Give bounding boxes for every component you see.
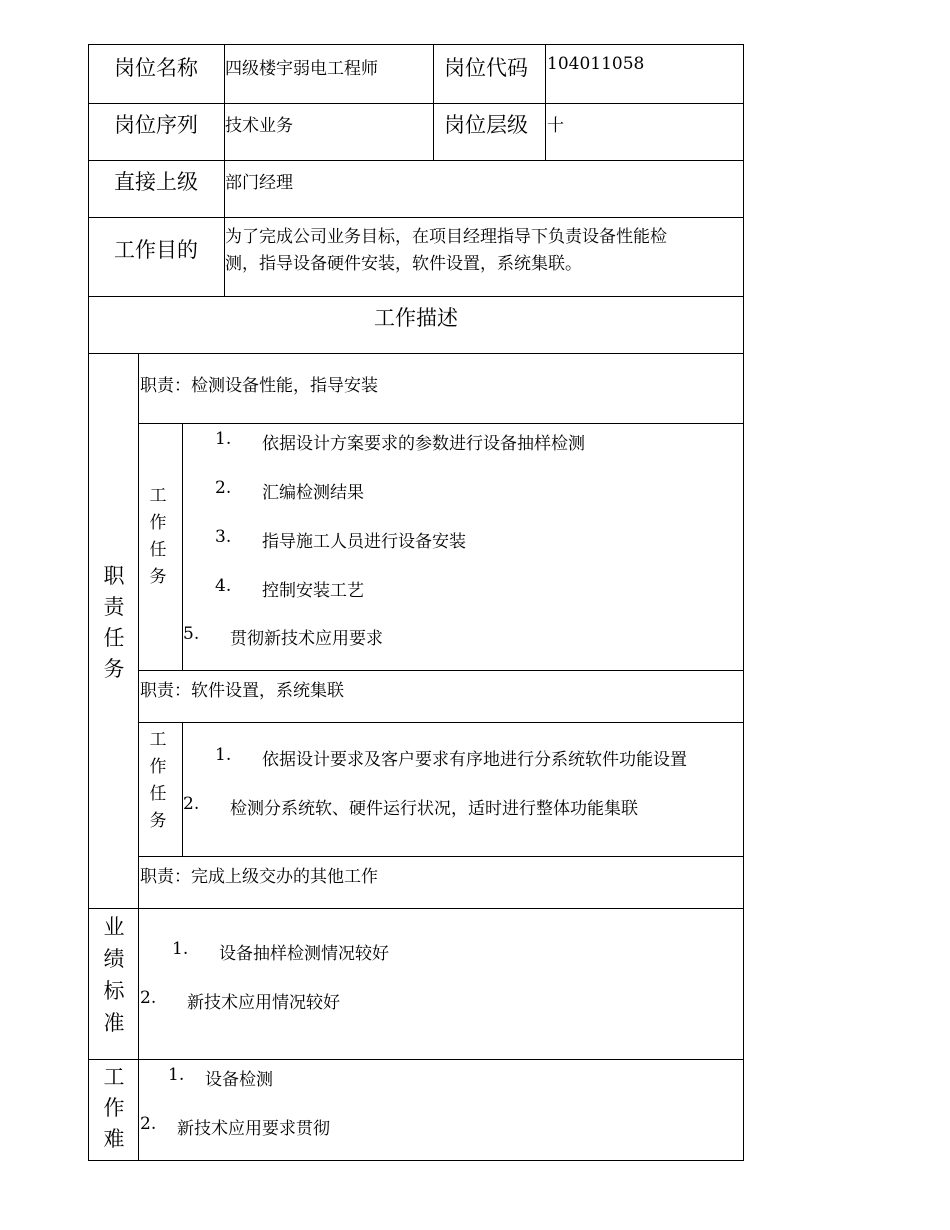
row-divider	[88, 296, 744, 297]
purpose-label: 工作目的	[114, 238, 198, 262]
job-level-label: 岗位层级	[444, 113, 528, 137]
row-divider	[88, 353, 744, 354]
duties-section-label: 职 责 任 务	[103, 564, 125, 681]
duty-1-task-2: 汇编检测结果	[262, 483, 364, 503]
duty-3-title: 职责：完成上级交办的其他工作	[140, 867, 378, 887]
job-name-label: 岗位名称	[114, 56, 198, 80]
duty-2-task-2: 检测分系统软、硬件运行状况，适时进行整体功能集联	[230, 799, 638, 819]
row-divider	[88, 160, 744, 161]
col-divider	[138, 353, 139, 1161]
job-code-value: 104011058	[547, 54, 645, 74]
row-divider	[138, 670, 744, 671]
job-name-value: 四级楼宇弱电工程师	[225, 59, 378, 79]
duty-2-task-1: 依据设计要求及客户要求有序地进行分系统软件功能设置	[262, 750, 687, 770]
difficulty-item-1-num: 1.	[168, 1065, 185, 1085]
job-code-label: 岗位代码	[444, 56, 528, 80]
duty-1-task-label: 工 作 任 务	[149, 486, 167, 587]
duty-1-title: 职责：检测设备性能，指导安装	[140, 376, 378, 396]
superior-label: 直接上级	[114, 170, 198, 194]
row-divider	[138, 722, 744, 723]
row-divider	[88, 217, 744, 218]
col-divider	[545, 44, 546, 161]
duty-2-task-2-num: 2.	[183, 794, 200, 814]
purpose-line-1: 为了完成公司业务目标，在项目经理指导下负责设备性能检	[225, 227, 667, 247]
duty-2-title: 职责：软件设置，系统集联	[140, 681, 344, 701]
difficulty-item-2: 新技术应用要求贯彻	[177, 1119, 330, 1139]
purpose-line-2: 测，指导设备硬件安装，软件设置，系统集联。	[225, 254, 582, 274]
row-divider	[138, 423, 744, 424]
superior-value: 部门经理	[225, 173, 293, 193]
duty-2-task-1-num: 1.	[215, 745, 232, 765]
performance-item-2: 新技术应用情况较好	[187, 993, 340, 1013]
performance-item-1-num: 1.	[172, 939, 189, 959]
difficulty-item-1: 设备检测	[205, 1070, 273, 1090]
duty-1-task-3-num: 3.	[215, 527, 232, 547]
row-divider	[138, 856, 744, 857]
performance-item-1: 设备抽样检测情况较好	[219, 944, 389, 964]
duty-1-task-3: 指导施工人员进行设备安装	[262, 532, 466, 552]
performance-item-2-num: 2.	[140, 988, 157, 1008]
duty-1-task-4: 控制安装工艺	[262, 581, 364, 601]
duty-1-task-1-num: 1.	[215, 429, 232, 449]
difficulty-item-2-num: 2.	[140, 1114, 157, 1134]
description-title: 工作描述	[374, 306, 458, 330]
duty-1-task-1: 依据设计方案要求的参数进行设备抽样检测	[262, 434, 585, 454]
row-divider	[88, 103, 744, 104]
difficulty-section-label: 工 作 难	[103, 1065, 125, 1151]
performance-section-label: 业 绩 标 准	[103, 915, 125, 1035]
col-divider	[182, 722, 183, 857]
duty-1-task-5-num: 5.	[183, 624, 200, 644]
col-divider	[433, 44, 434, 161]
job-series-value: 技术业务	[225, 116, 293, 136]
duty-1-task-4-num: 4.	[215, 576, 232, 596]
job-series-label: 岗位序列	[114, 113, 198, 137]
duty-1-task-5: 贯彻新技术应用要求	[230, 629, 383, 649]
row-divider	[88, 1059, 744, 1060]
row-divider	[88, 908, 744, 909]
duty-1-task-2-num: 2.	[215, 478, 232, 498]
job-level-value: 十	[547, 116, 564, 136]
duty-2-task-label: 工 作 任 务	[149, 730, 167, 831]
